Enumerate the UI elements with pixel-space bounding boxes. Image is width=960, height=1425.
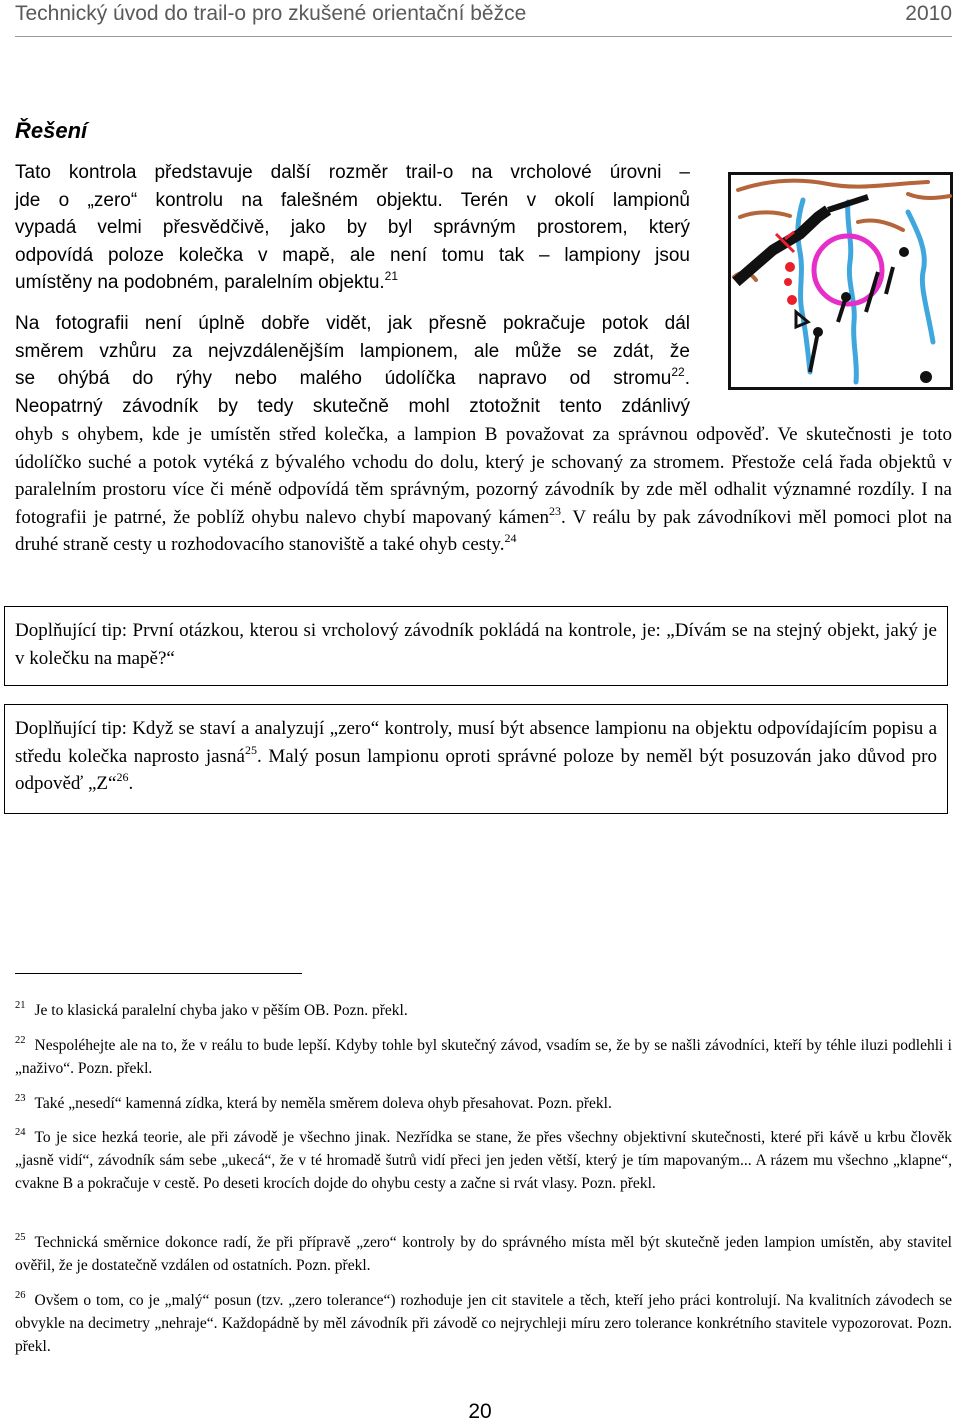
text-line xyxy=(15,269,690,297)
footnote-number: 25 xyxy=(15,1232,26,1243)
footnote-text: Je to klasická paralelní chyba jako v pěším OB. Pozn. překl. xyxy=(34,1002,408,1019)
footnote-separator xyxy=(15,973,302,974)
text-span: se ohýbá do rýhy nebo malého údolíčka napravo od stromu xyxy=(15,368,672,389)
flag-dot xyxy=(899,247,909,257)
orienteering-map-image xyxy=(728,172,953,390)
page-number: 20 xyxy=(468,1400,492,1423)
text-line: odpovídá poloze kolečka v mapě, ale není tomu tak – lampiony jsou xyxy=(15,244,690,266)
footnote-number: 26 xyxy=(15,1290,26,1301)
footnote-ref: 24 xyxy=(504,531,517,545)
text-line: Na fotografii není úplně dobře vidět, jak přesně pokračuje potok dál xyxy=(15,313,690,334)
text-line: směrem vzhůru za nejvzdálenějším lampionem, ale může se zdát, že xyxy=(15,340,690,362)
footnote-text: To je sice hezká teorie, ale při závodě je všechno jinak. Nezřídka se stane, že přes všechny objektivní skutečnosti, které při kávě u krbu člověk „jasně vidí“, závodník sám sebe „ukecá“, že v té hromadě šutrů vidí přeci jen jeden větší, který je tím mapovaným... A rázem mu všechno „klapne“, cvakne B a pokračuje v cestě. Po deseti krocích dojde do ohybu cesty a začne si rvát vlasy. Pozn. překl. xyxy=(15,1129,952,1192)
tip-text: . Malý posun lampionu oproti správné poloze by neměl být posuzován jako důvod pro odpověď „Z“ xyxy=(15,745,938,794)
paragraph-intro xyxy=(15,159,690,297)
footnote-24 xyxy=(15,1126,952,1195)
header-title: Technický úvod do trail-o pro zkušené orientační běžce xyxy=(15,2,527,25)
footnote-21 xyxy=(15,999,952,1022)
paragraph-photo-first xyxy=(15,310,690,420)
flag-dot xyxy=(813,327,823,337)
marker-dot xyxy=(785,262,795,272)
footnote-number: 22 xyxy=(15,1035,26,1046)
text-line: jde o „zero“ kontrolu na falešném objektu. Terén v okolí lampionů xyxy=(15,189,690,211)
footnote-number: 24 xyxy=(15,1127,26,1138)
header-year: 2010 xyxy=(905,2,952,25)
footnote-25 xyxy=(15,1231,952,1277)
footnote-26 xyxy=(15,1289,952,1358)
footnote-ref: 22 xyxy=(671,365,685,379)
footnote-text: Technická směrnice dokonce radí, že při přípravě „zero“ kontroly by do správného místa měl být skutečně jeden lampion umístěn, aby stavitel ověřil, že je dostatečně vzdálen od ostatních. Pozn. překl. xyxy=(15,1234,952,1274)
tip-text: Doplňující tip: Když se staví a analyzují „zero“ kontroly, musí být absence lampionu na objektu odpovídajícím popisu a středu kolečka naprosto jasná xyxy=(15,718,937,767)
tip-text: Doplňující tip: První otázkou, kterou si vrcholový závodník pokládá na kontrole, je: „Dívám se na stejný objekt, jaký je v kolečku na mapě?“ xyxy=(15,620,937,669)
footnote-text: Také „nesedí“ kamenná zídka, která by neměla směrem doleva ohyb přesahovat. Pozn. překl. xyxy=(34,1095,612,1112)
footnote-ref: 23 xyxy=(549,503,562,518)
page-header xyxy=(15,0,952,37)
paragraph-photo-rest xyxy=(15,421,952,559)
text-line: vypadá velmi přesvědčivě, jako by byl správným prostorem, který xyxy=(15,217,690,238)
tip-box-second xyxy=(4,704,948,814)
marker-dot xyxy=(784,278,792,286)
text-span: ohyb s ohybem, kde je umístěn střed kolečka, a lampion B považovat za správnou odpověď. Ve skutečnosti je toto údolíčko suché a potok vytéká z bývalého vchodu do dolu, který je schovaný za stromem. Přestože celá řada objektů v paralelním prostoru více či méně odpovídá těm správným, pozorný závodník by zde měl odhalit významné rozdíly. I na fotografii je patrné, že poblíž ohybu nalevo chybí mapovaný kámen xyxy=(15,424,952,528)
text-line: Neopatrný závodník by tedy skutečně mohl ztotožnit tento zdánlivý xyxy=(15,395,690,417)
tip-box-first xyxy=(4,606,948,686)
footnote-ref: 21 xyxy=(384,269,399,283)
footnote-text: Nespoléhejte ale na to, že v reálu to bude lepší. Kdyby tohle byl skutečný závod, vsadím se, že by se našli závodníci, kteří by téhle iluzi podlehli i „naživo“. Pozn. překl. xyxy=(15,1037,952,1077)
footnote-ref: 26 xyxy=(116,770,129,784)
flag-dot xyxy=(920,371,932,383)
text-span: . V reálu by pak závodníkovi měl pomoci plot na druhé straně cesty u rozhodovacího stanoviště a také ohyb cesty. xyxy=(15,506,952,555)
text-span: umístěny na podobném, paralelním objektu. xyxy=(15,272,385,293)
marker-dot xyxy=(787,295,797,305)
footnote-23 xyxy=(15,1092,952,1115)
footnote-22 xyxy=(15,1034,952,1080)
footnote-number: 21 xyxy=(15,1000,26,1011)
text-span: . xyxy=(684,368,690,389)
flag-dot xyxy=(841,292,851,302)
tip-text: . xyxy=(128,773,134,794)
text-line xyxy=(15,365,690,393)
section-heading: Řešení xyxy=(15,118,88,143)
footnote-number: 23 xyxy=(15,1093,26,1104)
footnote-text: Ovšem o tom, co je „malý“ posun (tzv. „zero tolerance“) rozhoduje jen cit stavitele a těch, kteří jeho práci kontrolují. Na kvalitních závodech se obvykle na decimetry „nehraje“. Každopádně by měl závodník při závodě co nejrychleji míru zero tolerance konkrétního stavitele vypozorovat. Pozn. překl. xyxy=(15,1292,952,1355)
footnote-ref: 25 xyxy=(244,742,257,757)
text-line: Tato kontrola představuje další rozměr trail-o na vrcholové úrovni – xyxy=(15,162,690,183)
